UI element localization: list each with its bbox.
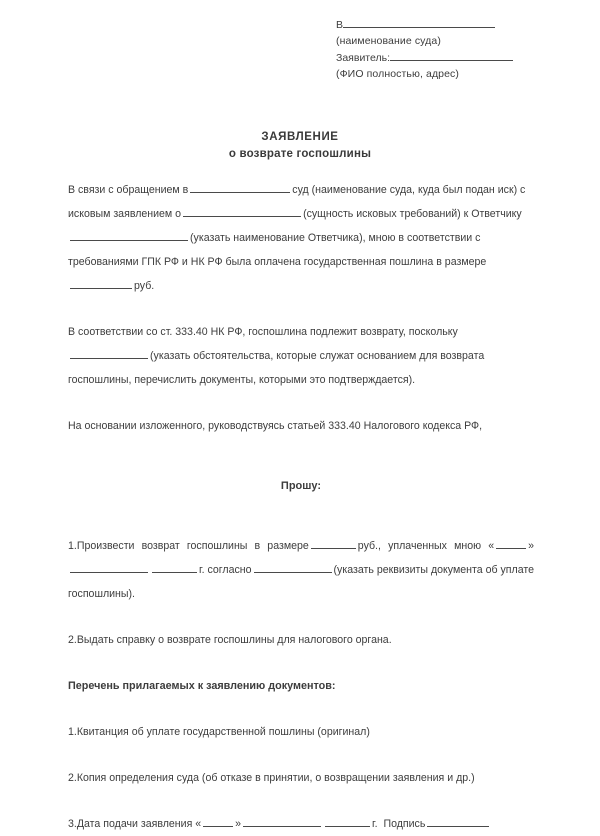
r1-amount-blank[interactable] bbox=[311, 537, 356, 549]
attachments-heading: Перечень прилагаемых к заявлению документов: bbox=[68, 680, 336, 692]
court-note: (наименование суда) bbox=[336, 35, 441, 47]
attachment-item-1: 1.Квитанция об уплате государственной пошлины (оригинал) bbox=[68, 726, 370, 738]
addressee-block bbox=[336, 16, 536, 82]
attachment-item-2: 2.Копия определения суда (об отказе в принятии, о возвращении заявления и др.) bbox=[68, 772, 475, 784]
r1-year-blank[interactable] bbox=[152, 561, 197, 573]
p1-segment-d: (указать наименование Ответчика), мною в соответствии с требованиями ГПК РФ и НК РФ была оплачена государственная пошлина в размере bbox=[68, 232, 487, 268]
p1-segment-b: суд (наименование суда, куда был подан иск) с исковым заявлением о bbox=[68, 184, 526, 220]
p1-amount-blank[interactable] bbox=[70, 277, 132, 289]
a3-segment-c: г. bbox=[372, 818, 378, 830]
court-name-blank[interactable] bbox=[343, 16, 495, 28]
p3-text: На основании изложенного, руководствуясь статьей 333.40 Налогового кодекса РФ, bbox=[68, 420, 483, 432]
p1-claim-blank[interactable] bbox=[183, 205, 301, 217]
applicant-label: Заявитель: bbox=[336, 52, 391, 64]
p2-grounds-blank[interactable] bbox=[70, 347, 148, 359]
attachment-item-3 bbox=[68, 812, 534, 836]
a3-month-blank[interactable] bbox=[243, 815, 321, 827]
document-body bbox=[68, 178, 534, 836]
r1-month-blank[interactable] bbox=[70, 561, 148, 573]
p2-segment-a: В соответствии со ст. 333.40 НК РФ, госпошлина подлежит возврату, поскольку bbox=[68, 326, 458, 338]
r1-document-blank[interactable] bbox=[254, 561, 332, 573]
document-subtitle: о возврате госпошлины bbox=[228, 148, 372, 160]
a3-year-blank[interactable] bbox=[325, 815, 370, 827]
p1-segment-e: руб. bbox=[134, 280, 155, 292]
p1-segment-c: (сущность исковых требований) к Ответчику bbox=[303, 208, 522, 220]
p1-court-blank[interactable] bbox=[190, 181, 290, 193]
request-item-2: 2.Выдать справку о возврате госпошлины для налогового органа. bbox=[68, 634, 392, 646]
paragraph-1 bbox=[68, 178, 534, 298]
p2-segment-b: (указать обстоятельства, которые служат основанием для возврата госпошлины, перечислить документы, которыми это подтверждается). bbox=[68, 350, 485, 386]
r1-segment-b: руб., уплаченных мною « bbox=[357, 540, 495, 552]
request-heading: Прошу: bbox=[280, 480, 322, 492]
r1-segment-e: (указать реквизиты документа об уплате госпошлины). bbox=[68, 564, 534, 600]
applicant-name-blank[interactable] bbox=[390, 49, 513, 61]
a3-day-blank[interactable] bbox=[203, 815, 233, 827]
r1-day-blank[interactable] bbox=[496, 537, 526, 549]
a3-segment-b: » bbox=[235, 818, 242, 830]
r1-segment-a: 1.Произвести возврат госпошлины в размере bbox=[68, 540, 309, 552]
court-line bbox=[336, 16, 536, 33]
applicant-line bbox=[336, 49, 536, 66]
request-item-1 bbox=[68, 534, 534, 606]
document-title-block bbox=[0, 129, 600, 163]
p1-defendant-blank[interactable] bbox=[70, 229, 188, 241]
court-prefix-label: В bbox=[336, 19, 344, 31]
p1-segment-a: В связи с обращением в bbox=[68, 184, 189, 196]
r1-segment-c: » bbox=[528, 540, 534, 552]
document-title: ЗАЯВЛЕНИЕ bbox=[261, 131, 339, 143]
spacer-after-request-heading bbox=[68, 520, 534, 534]
a3-segment-a: 3.Дата подачи заявления « bbox=[68, 818, 202, 830]
r1-segment-d: г. согласно bbox=[199, 564, 252, 576]
a3-signature-label: Подпись bbox=[383, 818, 426, 830]
spacer-before-request bbox=[68, 460, 534, 474]
paragraph-3 bbox=[68, 414, 534, 438]
applicant-note: (ФИО полностью, адрес) bbox=[336, 68, 460, 80]
a3-signature-blank[interactable] bbox=[427, 815, 489, 827]
paragraph-2 bbox=[68, 320, 534, 392]
